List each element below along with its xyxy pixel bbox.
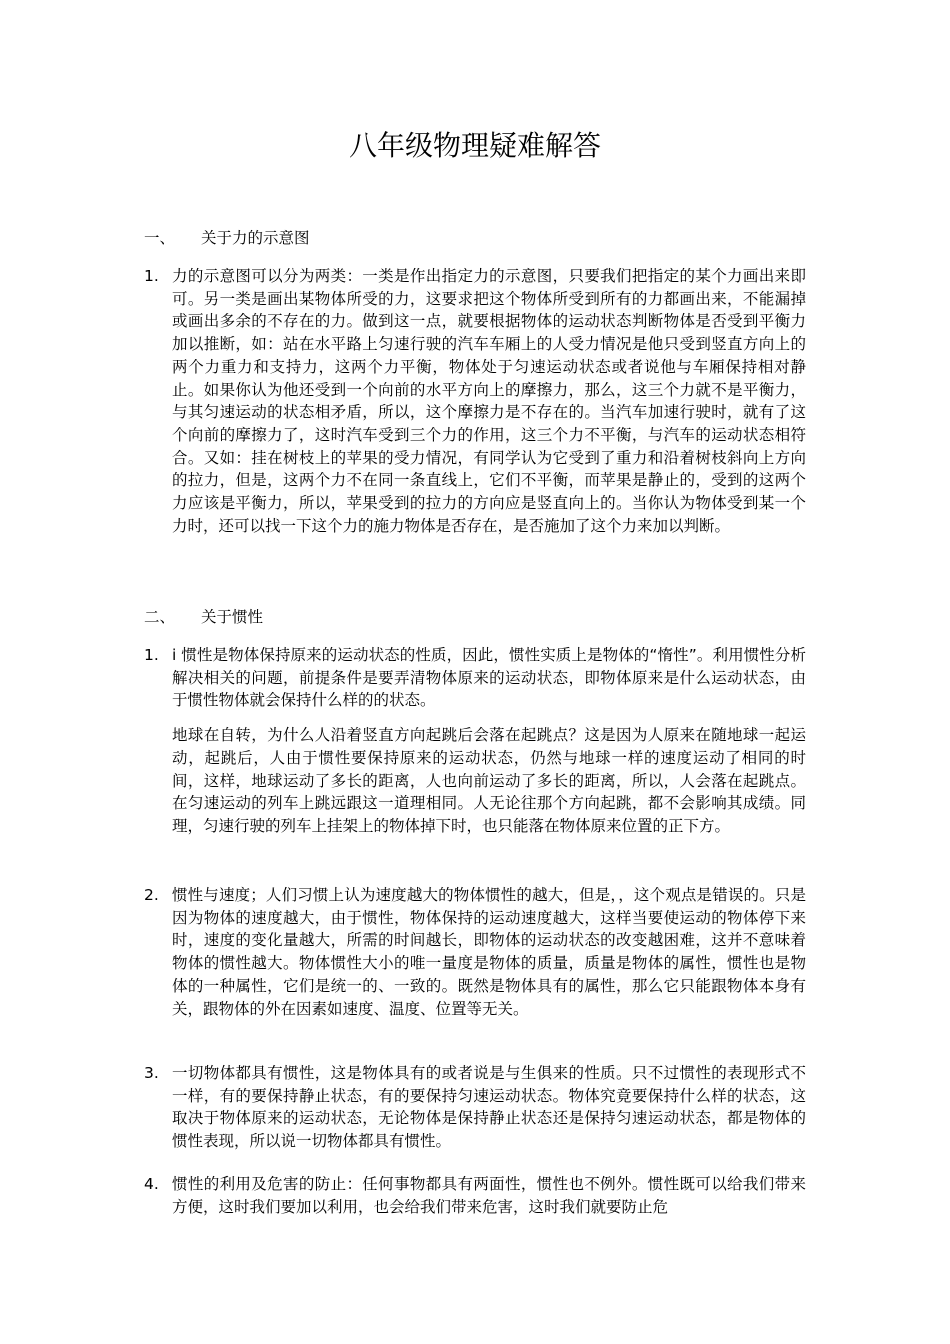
document-title: 八年级物理疑难解答 [348,129,601,162]
section-title: 关于惯性 [201,608,264,626]
list-item-number: 1. [144,267,159,285]
section-title: 关于力的示意图 [201,229,310,247]
list-item-number: 4. [144,1175,159,1193]
list-item [144,1173,806,1218]
section-number: 一、 [144,229,176,247]
section-heading-force-diagram [144,227,310,249]
list-item [144,644,806,838]
paragraph: i 惯性是物体保持原来的运动状态的性质，因此，惯性实质上是物体的“惰性”。利用惯性分析解决相关的问题，前提条件是要弄清物体原来的运动状态，即物体原来是什么运动状态，由于惯性物体就会保持什么样的的状态。 [172,646,806,710]
list-item [144,1062,806,1153]
paragraph: 一切物体都具有惯性，这是物体具有的或者说是与生俱来的性质。只不过惯性的表现形式不一样，有的要保持静止状态，有的要保持匀速运动状态。物体究竟要保持什么样的状态，这取决于物体原来的运动状态，无论物体是保持静止状态还是保持匀速运动状态，都是物体的惯性表现，所以说一切物体都具有惯性。 [172,1064,806,1151]
section-number: 二、 [144,608,176,626]
list-item [144,884,806,1020]
paragraph: 惯性与速度；人们习惯上认为速度越大的物体惯性的越大，但是，，这个观点是错误的。只是因为物体的速度越大，由于惯性，物体保持的运动速度越大，这样当要使运动的物体停下来时，速度的变化量越大，所需的时间越长，即物体的运动状态的改变越困难，这并不意味着物体的惯性越大。物体惯性大小的唯一量度是物体的质量，质量是物体的属性，惯性也是物体的一种属性，它们是统一的、一致的。既然是物体具有的属性，那么它只能跟物体本身有关，跟物体的外在因素如速度、温度、位置等无关。 [172,886,806,1018]
list-item [144,265,806,537]
list-item-number: 1. [144,646,159,664]
list-item-number: 3. [144,1064,159,1082]
paragraph: 惯性的利用及危害的防止：任何事物都具有两面性，惯性也不例外。惯性既可以给我们带来方便，这时我们要加以利用，也会给我们带来危害，这时我们就要防止危 [172,1175,806,1216]
paragraph: 力的示意图可以分为两类：一类是作出指定力的示意图，只要我们把指定的某个力画出来即可。另一类是画出某物体所受的力，这要求把这个物体所受到所有的力都画出来，不能漏掉或画出多余的不存在的力。做到这一点，就要根据物体的运动状态判断物体是否受到平衡力加以推断，如：站在水平路上匀速行驶的汽车车厢上的人受力情况是他只受到竖直方向上的两个力重力和支持力，这两个力平衡，物体处于匀速运动状态或者说他与车厢保持相对静止。如果你认为他还受到一个向前的水平方向上的摩擦力，那么，这三个力就不是平衡力，与其匀速运动的状态相矛盾，所以，这个摩擦力是不存在的。当汽车加速行驶时，就有了这个向前的摩擦力了，这时汽车受到三个力的作用，这三个力不平衡，与汽车的运动状态相符合。又如：挂在树枝上的苹果的受力情况，有同学认为它受到了重力和沿着树枝斜向上方向的拉力，但是，这两个力不在同一条直线上，它们不平衡，而苹果是静止的，受到的这两个力应该是平衡力，所以，苹果受到的拉力的方向应是竖直向上的。当你认为物体受到某一个力时，还可以找一下这个力的施力物体是否存在，是否施加了这个力来加以判断。 [172,267,806,535]
list-item-number: 2. [144,886,159,904]
paragraph: 地球在自转，为什么人沿着竖直方向起跳后会落在起跳点？这是因为人原来在随地球一起运动，起跳后，人由于惯性要保持原来的运动状态，仍然与地球一样的速度运动了相同的时间，这样，地球运动了多长的距离，人也向前运动了多长的距离，所以，人会落在起跳点。在匀速运动的列车上跳远跟这一道理相同。人无论往那个方向起跳，都不会影响其成绩。同理，匀速行驶的列车上挂架上的物体掉下时，也只能落在物体原来位置的正下方。 [172,726,806,835]
section-heading-inertia [144,606,263,628]
